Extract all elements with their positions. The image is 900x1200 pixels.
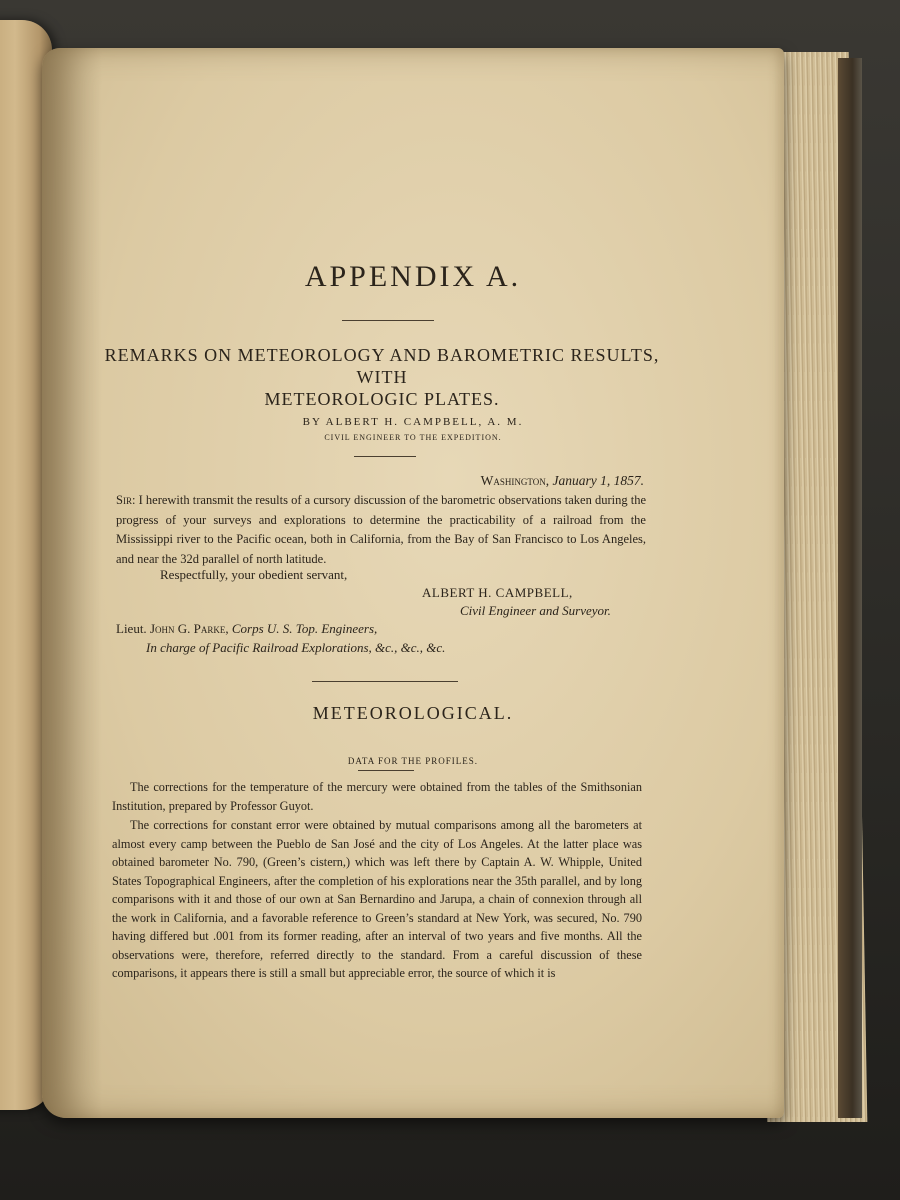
letter-date: January 1, 1857. bbox=[552, 473, 644, 488]
book-page bbox=[42, 48, 784, 1118]
letter-signer-title: Civil Engineer and Surveyor. bbox=[460, 603, 611, 618]
letter-text: I herewith transmit the results of a cursory discussion of the barometric observations taken during the progress of your surveys and explorations to determine the practicability of a railroad from the Mississippi river to the Pacific ocean, both in California, from the Bay of San Francisco to Los Angeles, and near the 32d parallel of north latitude. bbox=[116, 493, 647, 566]
letter-body bbox=[116, 491, 646, 569]
letter-place: Washington, bbox=[480, 473, 550, 488]
section-divider bbox=[312, 681, 458, 682]
addressee-name: John G. Parke, bbox=[149, 621, 229, 636]
remarks-line-2: METEOROLOGIC PLATES. bbox=[264, 389, 500, 409]
addressee-charge: In charge of Pacific Railroad Explorations, &c., &c., &c. bbox=[146, 640, 446, 655]
byline-role: CIVIL ENGINEER TO THE EXPEDITION. bbox=[324, 433, 502, 442]
byline-divider bbox=[354, 456, 416, 457]
addressee-prefix: Lieut. bbox=[116, 621, 147, 636]
letter-signer: ALBERT H. CAMPBELL, bbox=[422, 585, 573, 600]
letter-addressee bbox=[116, 621, 377, 637]
section-title: METEOROLOGICAL. bbox=[312, 703, 514, 723]
paragraph-2: The corrections for constant error were obtained by mutual comparisons among all the barometers at almost every camp between the Pueblo de San José and the city of Los Angeles. At the latter place was obtained barometer No. 790, (Green’s cistern,) which was left there by Captain A. W. Whipple, United States Topographical Engineers, after the completion of his explorations near the 35th parallel, and by long comparisons with it and those of our own at San Bernardino and Jarupa, a chain of connexion through all the work in California, and a favorable reference to Green’s standard at New York, was secured, No. 790 having differed but .001 from its former reading, after an interval of two years and five months. All the observations were, therefore, referred directly to the standard. From a careful discussion of these comparisons, it appears there is still a small but appreciable error, the source of which it is bbox=[112, 818, 642, 980]
subsection-divider bbox=[358, 770, 414, 771]
remarks-line-1: REMARKS ON METEOROLOGY AND BAROMETRIC RESULTS, WITH bbox=[104, 345, 660, 387]
letter-salutation: Sir: bbox=[116, 493, 136, 507]
letter-dateline bbox=[481, 473, 644, 489]
title-divider bbox=[342, 320, 434, 321]
byline: BY ALBERT H. CAMPBELL, A. M. bbox=[302, 416, 524, 428]
addressee-corps: Corps U. S. Top. Engineers, bbox=[231, 621, 378, 636]
appendix-title: APPENDIX A. bbox=[304, 260, 522, 293]
letter-closing: Respectfully, your obedient servant, bbox=[160, 567, 348, 582]
paragraph-1: The corrections for the temperature of the mercury were obtained from the tables of the Smithsonian Institution, prepared by Professor Guyot. bbox=[112, 780, 642, 813]
remarks-heading bbox=[102, 344, 662, 410]
subsection-title: DATA FOR THE PROFILES. bbox=[347, 756, 479, 766]
gutter-shadow bbox=[42, 48, 102, 1118]
book-cover-edge bbox=[838, 58, 862, 1118]
